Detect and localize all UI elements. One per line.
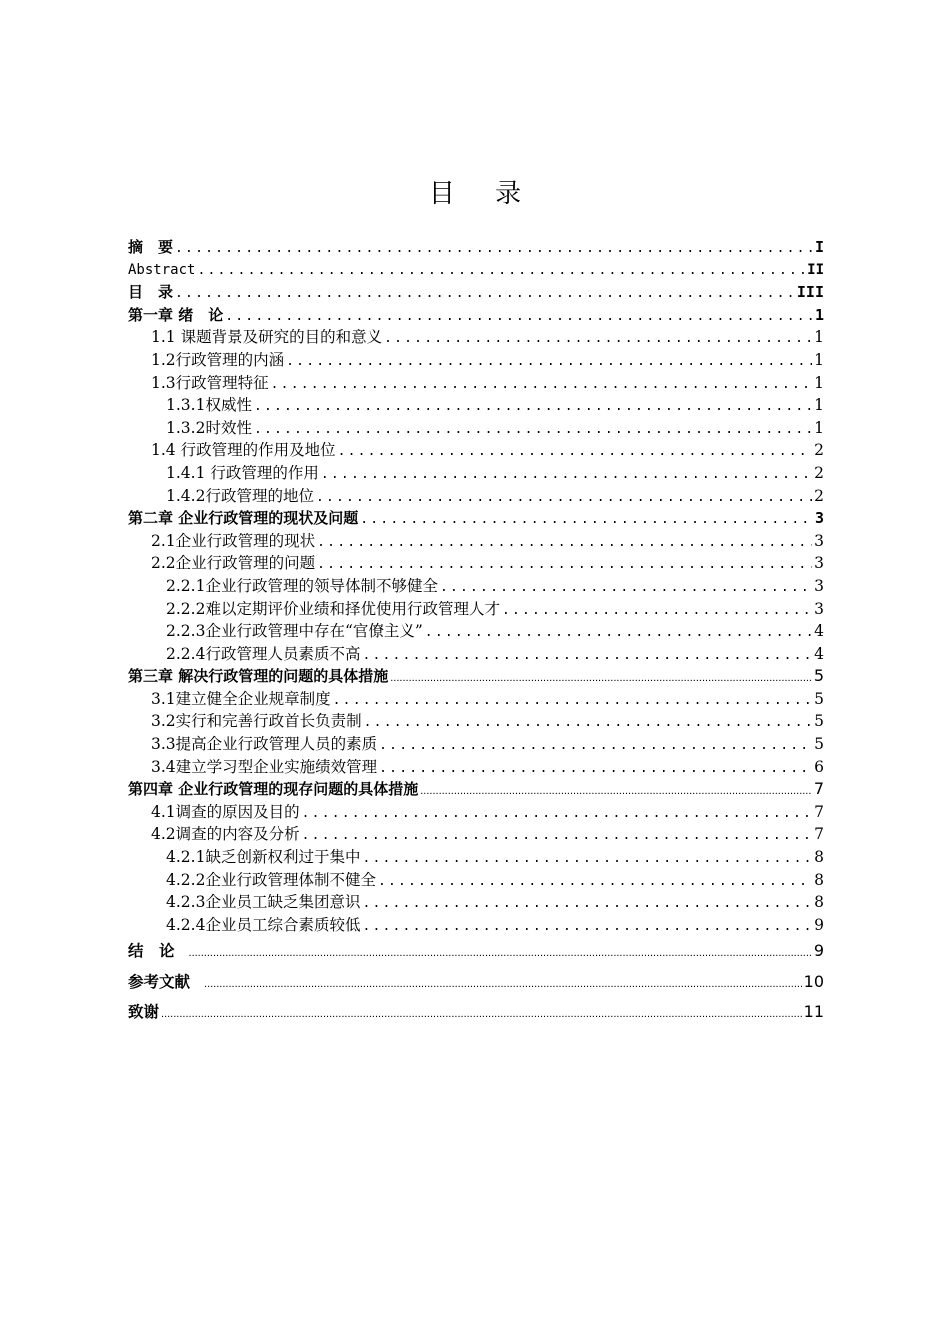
toc-entry-label: 1.3行政管理特征	[151, 373, 269, 392]
dot-leader	[379, 758, 812, 781]
toc-entry-1-2[interactable]	[128, 349, 824, 372]
dot-leader	[378, 871, 812, 894]
toc-entry-label: 4.2.2企业行政管理体制不健全	[166, 870, 376, 889]
dot-leader	[362, 916, 812, 939]
toc-entry-page: III	[796, 283, 824, 302]
toc-entry-label: 2.2.2难以定期评价业绩和择优使用行政管理人才	[166, 599, 500, 618]
toc-entry-3-1[interactable]	[128, 688, 824, 711]
dot-leader	[254, 396, 812, 419]
toc-entry-page: 1	[814, 328, 824, 347]
toc-entry-label: 第一章 绪 论	[128, 305, 224, 324]
dot-leader	[302, 825, 812, 848]
toc-entry-page: 3	[814, 554, 824, 573]
toc-entry-label: 2.2.3企业行政管理中存在“官僚主义”	[166, 622, 423, 641]
dot-leader	[204, 969, 802, 1000]
dot-leader	[390, 667, 812, 690]
toc-entry-1-4-2[interactable]	[128, 485, 824, 508]
dot-leader	[286, 351, 812, 374]
toc-entry-chapter-4[interactable]	[128, 778, 824, 801]
toc-entry-page: 3	[814, 509, 824, 528]
toc-entry-page: 11	[803, 1002, 824, 1022]
toc-entry-label: 4.2.3企业员工缺乏集团意识	[166, 893, 361, 912]
dot-leader	[175, 283, 795, 306]
toc-entry-4-2-2[interactable]	[128, 869, 824, 892]
toc-entry-page: 4	[814, 622, 824, 641]
toc-entry-1-4[interactable]	[128, 439, 824, 462]
toc-entry-page: I	[814, 238, 824, 256]
toc-entry-page: 9	[813, 941, 824, 961]
toc-entry-conclusion[interactable]	[128, 936, 824, 967]
toc-entry-page: 3	[814, 531, 824, 550]
toc-entry-page: 10	[803, 971, 824, 991]
toc-entry-page: 1	[814, 350, 824, 369]
toc-entry-page: 8	[814, 848, 824, 867]
toc-entry-label: 4.2调查的内容及分析	[151, 825, 300, 844]
toc-entry-contents[interactable]	[128, 281, 824, 304]
toc-entry-1-3-2[interactable]	[128, 417, 824, 440]
toc-entry-2-2-2[interactable]	[128, 598, 824, 621]
dot-leader	[333, 690, 812, 713]
toc-entry-page: 2	[814, 463, 824, 482]
dot-leader	[384, 328, 812, 351]
dot-leader	[302, 803, 812, 826]
toc-entry-label: 2.2.4行政管理人员素质不高	[166, 644, 361, 663]
toc-entry-label: 1.4.1 行政管理的作用	[166, 463, 319, 482]
dot-leader	[362, 645, 812, 668]
toc-entry-page: 8	[814, 893, 824, 912]
table-of-contents	[128, 236, 824, 1028]
toc-entry-page: 5	[814, 689, 824, 708]
dot-leader	[360, 509, 812, 532]
toc-entry-1-4-1[interactable]	[128, 462, 824, 485]
toc-entry-page: 5	[814, 735, 824, 754]
dot-leader	[379, 735, 812, 758]
toc-entry-page: 2	[814, 486, 824, 505]
toc-entry-label: 1.2行政管理的内涵	[151, 350, 285, 369]
toc-entry-page: 1	[814, 396, 824, 415]
dot-leader	[316, 487, 812, 510]
toc-entry-label: Abstract	[128, 261, 196, 278]
dot-leader	[161, 999, 802, 1030]
dot-leader	[420, 780, 812, 803]
toc-entry-3-3[interactable]	[128, 733, 824, 756]
toc-entry-label: 1.4 行政管理的作用及地位	[151, 441, 336, 460]
toc-entry-1-3-1[interactable]	[128, 394, 824, 417]
toc-entry-label: 1.1 课题背景及研究的目的和意义	[151, 328, 383, 347]
toc-entry-label: 第二章 企业行政管理的现状及问题	[128, 509, 359, 528]
dot-leader	[440, 577, 812, 600]
toc-entry-label: 3.4建立学习型企业实施绩效管理	[151, 757, 378, 776]
toc-entry-abstract-cn[interactable]	[128, 236, 824, 259]
toc-entry-page: 5	[813, 666, 824, 686]
dot-leader	[425, 622, 812, 645]
toc-entry-label: 第四章 企业行政管理的现存问题的具体措施	[128, 780, 419, 799]
toc-entry-label: 参考文献	[128, 972, 191, 991]
dot-leader	[364, 712, 812, 735]
toc-entry-4-2-1[interactable]	[128, 846, 824, 869]
toc-entry-chapter-1[interactable]	[128, 304, 824, 327]
toc-entry-label: 摘 要	[128, 238, 174, 256]
toc-entry-label: 3.1建立健全企业规章制度	[151, 689, 331, 708]
dot-leader	[271, 374, 812, 397]
toc-entry-page: 7	[814, 802, 824, 821]
toc-entry-2-2-1[interactable]	[128, 575, 824, 598]
toc-entry-chapter-2[interactable]	[128, 507, 824, 530]
toc-entry-label: 4.1调查的原因及目的	[151, 802, 300, 821]
toc-entry-chapter-3[interactable]	[128, 665, 824, 688]
toc-entry-4-2-3[interactable]	[128, 891, 824, 914]
toc-entry-4-1[interactable]	[128, 801, 824, 824]
toc-entry-1-3[interactable]	[128, 372, 824, 395]
toc-entry-3-4[interactable]	[128, 756, 824, 779]
toc-entry-2-2-4[interactable]	[128, 643, 824, 666]
toc-entry-label: 2.2企业行政管理的问题	[151, 554, 316, 573]
toc-entry-label: 3.2实行和完善行政首长负责制	[151, 712, 362, 731]
dot-leader	[225, 306, 812, 329]
toc-entry-label: 4.2.4企业员工综合素质较低	[166, 915, 361, 934]
toc-entry-page: 8	[814, 870, 824, 889]
toc-entry-label: 1.4.2行政管理的地位	[166, 486, 314, 505]
toc-entry-page: 5	[814, 712, 824, 731]
toc-entry-page: 1	[814, 305, 824, 324]
toc-entry-acknowledgements[interactable]	[128, 997, 824, 1028]
toc-entry-page: 4	[814, 644, 824, 663]
toc-entry-label: 1.3.1权威性	[166, 396, 252, 415]
dot-leader	[502, 600, 812, 623]
toc-entry-1-1[interactable]	[128, 326, 824, 349]
toc-entry-page: 9	[814, 915, 824, 934]
dot-leader	[175, 238, 812, 261]
dot-leader	[317, 554, 812, 577]
dot-leader	[189, 938, 812, 969]
toc-entry-2-2-3[interactable]	[128, 620, 824, 643]
toc-entry-3-2[interactable]	[128, 710, 824, 733]
toc-entry-page: 1	[814, 373, 824, 392]
toc-entry-label: 目 录	[128, 283, 174, 302]
dot-leader	[197, 260, 805, 283]
toc-entry-label: 致谢	[128, 1003, 160, 1022]
dot-leader	[362, 848, 812, 871]
toc-entry-page: 1	[814, 418, 824, 437]
toc-entry-page: II	[807, 261, 824, 278]
toc-entry-label: 3.3提高企业行政管理人员的素质	[151, 735, 378, 754]
toc-entry-page: 7	[813, 779, 824, 799]
toc-entry-page: 2	[814, 441, 824, 460]
dot-leader	[254, 419, 812, 442]
dot-leader	[321, 464, 812, 487]
toc-entry-label: 第三章 解决行政管理的问题的具体措施	[128, 667, 389, 686]
dot-leader	[338, 441, 812, 464]
page-title: 目 录	[428, 179, 538, 209]
toc-entry-references[interactable]	[128, 967, 824, 998]
toc-entry-2-2[interactable]	[128, 552, 824, 575]
toc-entry-page: 3	[814, 599, 824, 618]
toc-entry-page: 3	[814, 576, 824, 595]
toc-entry-label: 2.2.1企业行政管理的领导体制不够健全	[166, 576, 438, 595]
dot-leader	[362, 893, 812, 916]
toc-entry-label: 结 论	[128, 942, 175, 961]
toc-entry-4-2-4[interactable]	[128, 914, 824, 937]
dot-leader	[317, 532, 812, 555]
toc-entry-abstract-en[interactable]	[128, 259, 824, 282]
toc-entry-4-2[interactable]	[128, 823, 824, 846]
toc-entry-label: 4.2.1缺乏创新权利过于集中	[166, 848, 361, 867]
toc-entry-label: 2.1企业行政管理的现状	[151, 531, 316, 550]
toc-entry-label: 1.3.2时效性	[166, 418, 252, 437]
toc-entry-page: 6	[814, 757, 824, 776]
toc-entry-page: 7	[814, 825, 824, 844]
toc-entry-2-1[interactable]	[128, 530, 824, 553]
